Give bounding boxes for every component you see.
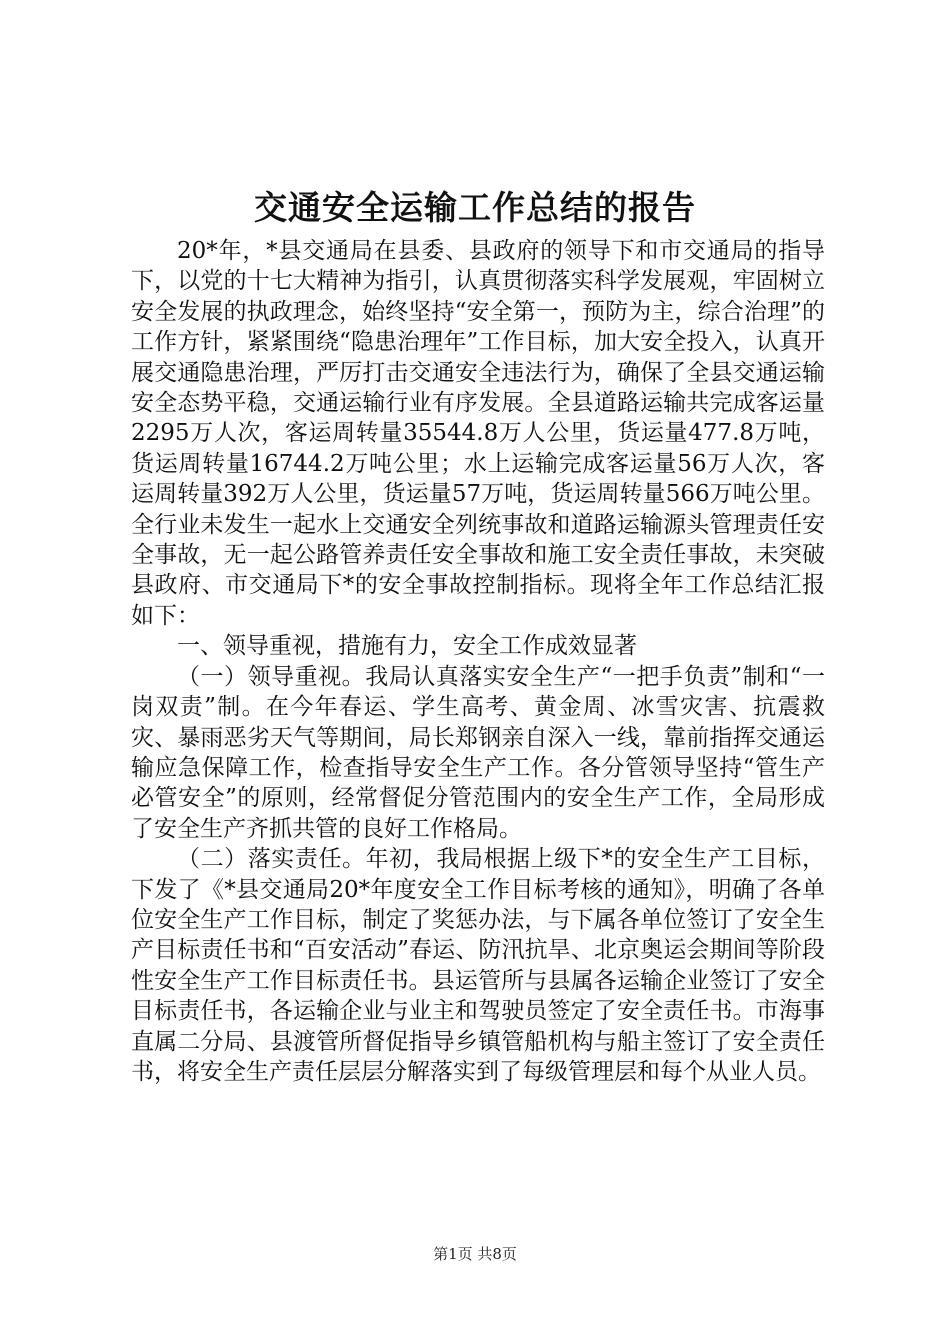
paragraph-responsibility: （二）落实责任。年初，我局根据上级下*的安全生产工目标，下发了《*县交通局20*年度安全工作目标考核的通知》，明确了各单位安全生产工作目标，制定了奖惩办法，与下属各单位签订了安全生产目标责任书和“百安活动”春运、防汛抗旱、北京奥运会期间等阶段性安全生产工作目标责任书。县运管所与县属各运输企业签订了安全目标责任书，各运输企业与业主和驾驶员签定了安全责任书。市海事直属二分局、县渡管所督促指导乡镇管船机构与船主签订了安全责任书，将安全生产责任层层分解落实到了每级管理层和每个从业人员。: [131, 846, 825, 1085]
section-heading-1: 一、领导重视，措施有力，安全工作成效显著: [177, 633, 637, 660]
paragraph-leadership: （一）领导重视。我局认真落实安全生产“一把手负责”制和“一岗双责”制。在今年春运、学生高考、黄金周、冰雪灾害、抗震救灾、暴雨恶劣天气等期间，局长郑钢亲自深入一线，靠前指挥交通运输应急保障工作，检查指导安全生产工作。各分管领导坚持“管生产必管安全”的原则，经常督促分管范围内的安全生产工作，全局形成了安全生产齐抓共管的良好工作格局。: [131, 663, 825, 842]
page-footer: 第1页 共8页: [433, 1245, 517, 1263]
document-title: 交通安全运输工作总结的报告: [254, 188, 696, 227]
document-body: [131, 236, 825, 1087]
intro-paragraph: 20*年，*县交通局在县委、县政府的领导下和市交通局的指导下，以党的十七大精神为指引，认真贯彻落实科学发展观，牢固树立安全发展的执政理念，始终坚持“安全第一，预防为主，综合治理”的工作方针，紧紧围绕“隐患治理年”工作目标，加大安全投入，认真开展交通隐患治理，严厉打击交通安全违法行为，确保了全县交通运输安全态势平稳，交通运输行业有序发展。全县道路运输共完成客运量2295万人次，客运周转量35544.8万人公里，货运量477.8万吨，货运周转量16744.2万吨公里；水上运输完成客运量56万人次，客运周转量392万人公里，货运量57万吨，货运周转量566万吨公里。全行业未发生一起水上交通安全列统事故和道路运输源头管理责任安全事故，无一起公路管养责任安全事故和施工安全责任事故，未突破县政府、市交通局下*的安全事故控制指标。现将全年工作总结汇报如下：: [131, 238, 825, 629]
